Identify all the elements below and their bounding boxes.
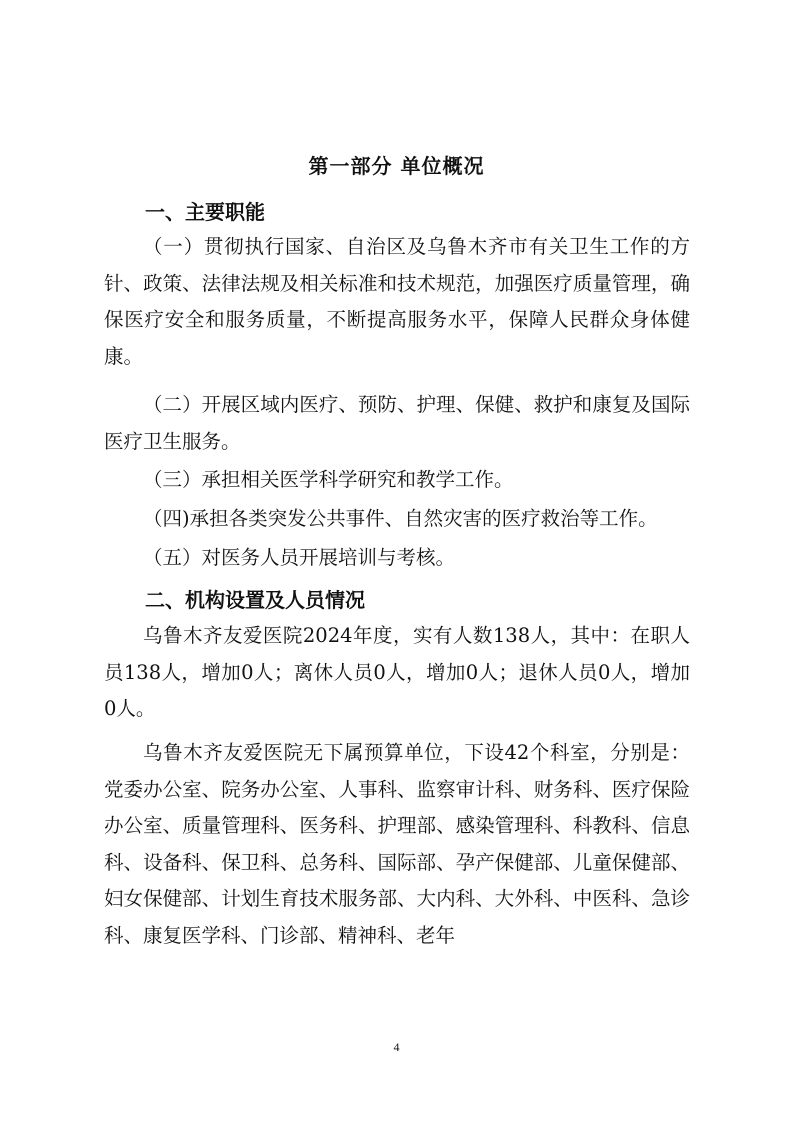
- paragraph-departments: 乌鲁木齐友爱医院无下属预算单位，下设42个科室，分别是：党委办公室、院务办公室、人事科、监察审计科、财务科、医疗保险办公室、质量管理科、医务科、护理部、感染管理科、科教科、信息科、设备科、保卫科、总务科、国际部、孕产保健部、儿童保健部、妇女保健部、计划生育技术服务部、大内科、大外科、中医科、急诊科、康复医学科、门诊部、精神科、老年: [104, 741, 690, 947]
- page-title: 第一部分 单位概况: [308, 154, 485, 178]
- paragraph-function-5: （五）对医务人员开展培训与考核。: [143, 546, 456, 569]
- paragraph-function-1: （一）贯彻执行国家、自治区及乌鲁木齐市有关卫生工作的方针、政策、法律法规及相关标准和技术规范，加强医疗质量管理，确保医疗安全和服务质量，不断提高服务水平，保障人民群众身体健康。: [104, 235, 690, 368]
- section-heading-organization-staff: 二、机构设置及人员情况: [145, 588, 365, 612]
- paragraph-staff-count: 乌鲁木齐友爱医院2024年度，实有人数138人，其中：在职人员138人，增加0人；离休人员0人，增加0人；退休人员0人，增加0人。: [104, 624, 690, 720]
- section-heading-main-functions: 一、主要职能: [145, 200, 265, 224]
- paragraph-function-4: （四)承担各类突发公共事件、自然灾害的医疗救治等工作。: [143, 507, 658, 530]
- page-number: 4: [393, 1040, 400, 1054]
- paragraph-function-3: （三）承担相关医学科学研究和教学工作。: [143, 468, 514, 491]
- paragraph-function-2: （二）开展区域内医疗、预防、护理、保健、救护和康复及国际医疗卫生服务。: [104, 393, 690, 453]
